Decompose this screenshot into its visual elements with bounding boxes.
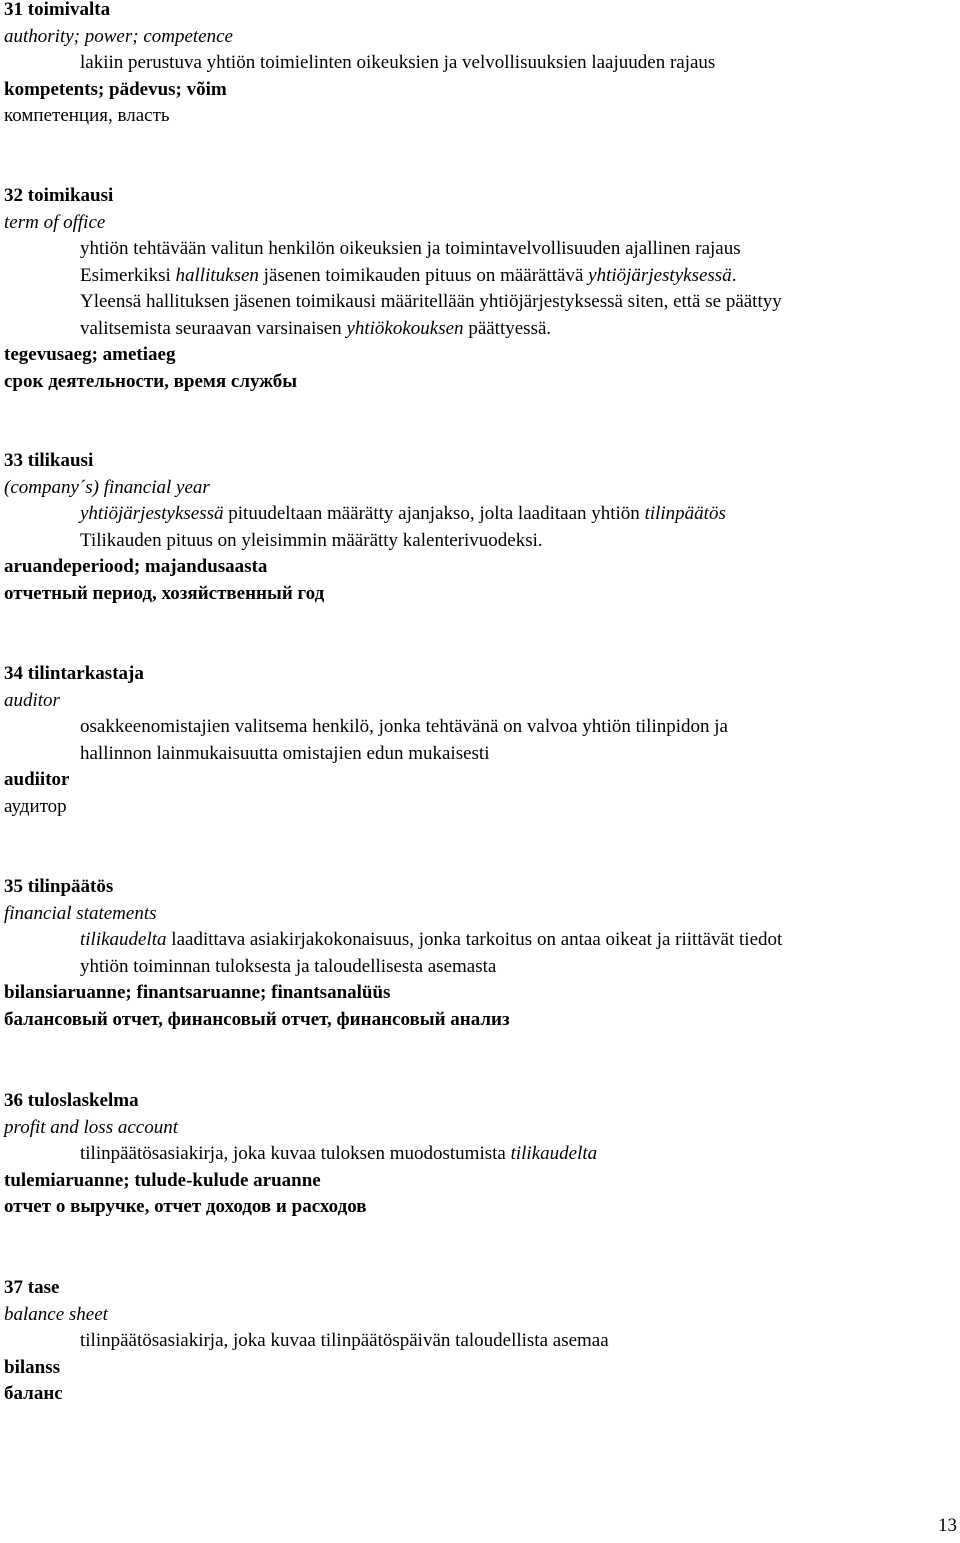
estonian-term: audiitor (4, 769, 70, 790)
text-span: pituudeltaan määrätty ajanjakso, jolta laaditaan yhtiön (223, 503, 645, 524)
estonian-term: tulemiaruanne; tulude-kulude aruanne (4, 1169, 321, 1191)
text-span: valitsemista seuraavan varsinaisen (80, 317, 347, 339)
entry-35 (4, 874, 782, 1033)
russian-term: компетенция, власть (4, 105, 170, 126)
cross-reference: tilinpäätös (644, 503, 726, 524)
entry-32 (4, 183, 782, 395)
entry-heading: 31 toimivalta (4, 0, 111, 20)
definition-line (80, 316, 782, 343)
definition-line: osakkeenomistajien valitsema henkilö, jonka tehtävänä on valvoa yhtiön tilinpidon ja (80, 716, 728, 737)
definition (4, 927, 782, 980)
estonian-term: tegevusaeg; ametiaeg (4, 344, 176, 365)
english-term: authority; power; competence (4, 25, 233, 47)
text-span: Esimerkiksi (80, 264, 176, 286)
page-number: 13 (938, 1515, 957, 1536)
cross-reference: hallituksen (175, 264, 259, 286)
definition (4, 501, 726, 554)
estonian-term: bilanss (4, 1356, 60, 1378)
russian-term: отчетный период, хозяйственный год (4, 582, 325, 604)
definition (4, 1141, 597, 1168)
definition (4, 714, 728, 767)
cross-reference: yhtiöjärjestyksessä (80, 503, 224, 524)
english-term: financial statements (4, 902, 157, 924)
entry-heading: 32 toimikausi (4, 185, 114, 206)
entry-heading: 35 tilinpäätös (4, 876, 114, 897)
definition-line (80, 1141, 597, 1168)
entry-34 (4, 661, 728, 820)
definition (4, 1328, 609, 1355)
entry-36 (4, 1088, 597, 1221)
cross-reference: tilikaudelta (80, 929, 167, 950)
definition-line: yhtiön toiminnan tuloksesta ja taloudellisesta asemasta (80, 955, 497, 977)
definition-line: Yleensä hallituksen jäsenen toimikausi määritellään yhtiöjärjestyksessä siten, että se päättyy (80, 291, 782, 312)
estonian-term: bilansiaruanne; finantsaruanne; finantsanalüüs (4, 982, 391, 1003)
text-span: . (731, 264, 737, 286)
english-term: profit and loss account (4, 1116, 178, 1138)
entry-heading: 33 tilikausi (4, 450, 94, 471)
definition-line (80, 263, 782, 290)
russian-term: отчет о выручке, отчет доходов и расходов (4, 1196, 367, 1217)
definition-line: tilinpäätösasiakirja, joka kuvaa tilinpäätöspäivän taloudellista asemaa (80, 1330, 609, 1351)
definition-line: Tilikauden pituus on yleisimmin määrätty kalenterivuodeksi. (80, 529, 543, 551)
entry-heading: 36 tuloslaskelma (4, 1090, 139, 1111)
text-span: päättyessä. (463, 317, 552, 339)
definition-line: yhtiön tehtävään valitun henkilön oikeuksien ja toimintavelvollisuuden ajallinen rajaus (80, 238, 741, 259)
estonian-term: kompetents; pädevus; võim (4, 78, 227, 100)
estonian-term: aruandeperiood; majandusaasta (4, 556, 268, 577)
entry-31 (4, 0, 715, 130)
english-term: auditor (4, 689, 60, 711)
definition: lakiin perustuva yhtiön toimielinten oikeuksien ja velvollisuuksien laajuuden rajaus (80, 52, 716, 73)
russian-term: баланс (4, 1383, 63, 1404)
english-term: balance sheet (4, 1303, 108, 1325)
entry-33 (4, 448, 726, 607)
text-span: tilinpäätösasiakirja, joka kuvaa tuloksen muodostumista (80, 1143, 511, 1164)
russian-term: балансовый отчет, финансовый отчет, финансовый анализ (4, 1008, 510, 1030)
cross-reference: yhtiöjärjestyksessä (588, 264, 732, 286)
text-span: jäsenen toimikauden pituus on määrättävä (258, 264, 589, 286)
entry-heading: 34 tilintarkastaja (4, 663, 144, 684)
russian-term: срок деятельности, время службы (4, 370, 298, 392)
text-span: laadittava asiakirjakokonaisuus, jonka tarkoitus on antaa oikeat ja riittävät tiedot (166, 929, 783, 950)
cross-reference: tilikaudelta (510, 1143, 598, 1164)
russian-term: аудитор (4, 795, 67, 817)
entry-37 (4, 1275, 609, 1408)
definition-line (80, 927, 782, 954)
cross-reference: yhtiökokouksen (346, 317, 464, 339)
english-term: (company´s) financial year (4, 476, 210, 498)
definition-line: hallinnon lainmukaisuutta omistajien edun mukaisesti (80, 742, 490, 764)
entry-heading: 37 tase (4, 1277, 60, 1298)
definition-line (80, 501, 726, 528)
definition (4, 236, 782, 342)
english-term: term of office (4, 211, 106, 233)
